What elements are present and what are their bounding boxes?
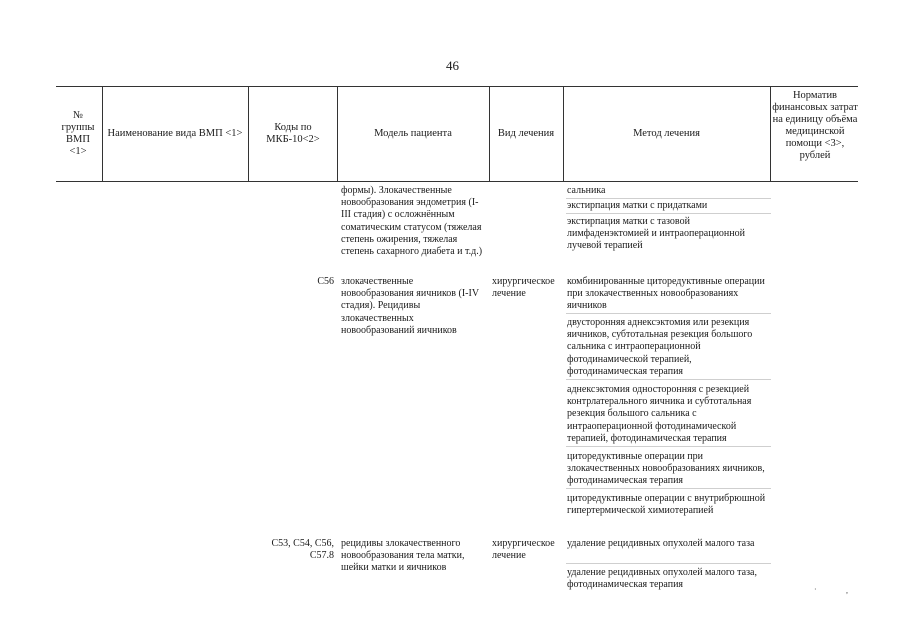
treatment-type: хирургическое лечение <box>492 276 555 300</box>
patient-model-text: формы). Злокачественные новообразования эндометрия (I-III стадия) с осложнённым соматическим статусом (тяжелая степень ожирения, тяжелая степень сахарного диабета и т.д.) <box>341 185 483 258</box>
column-divider <box>489 86 490 182</box>
method-separator <box>566 313 771 314</box>
method-separator <box>566 198 771 199</box>
header-patient-model: Модель пациента <box>374 128 452 139</box>
header-icd-codes: Коды по МКБ-10<2> <box>266 122 320 145</box>
method-item: циторедуктивные операции с внутрибрюшной гипертермической химиотерапией <box>567 493 766 517</box>
method-separator <box>566 213 771 214</box>
method-item: удаление рецидивных опухолей малого таза, фотодинамическая терапия <box>567 567 757 591</box>
method-item: экстирпация матки с придатками <box>567 200 708 211</box>
column-divider <box>770 86 771 182</box>
header-treatment-method: Метод лечения <box>633 128 700 139</box>
icd-code: C53, C54, C56, C57.8 <box>271 538 334 562</box>
column-divider <box>248 86 249 182</box>
page-number: 46 <box>446 58 459 73</box>
scan-speck: , <box>846 586 848 595</box>
method-item: сальника <box>567 185 606 196</box>
header-treatment-type: Вид лечения <box>497 128 555 139</box>
method-item: комбинированные циторедуктивные операции при злокачественных новообразованиях яичников <box>567 276 765 312</box>
patient-model-text: злокачественные новообразования яичников (I-IV стадия). Рецидивы злокачественных новообразований яичников <box>341 276 479 336</box>
method-item: аднексэктомия односторонняя с резекцией контрлатерального яичника и субтотальная резекция большого сальника с интраоперационной фотодинамической терапией, фотодинамическая терапия <box>567 384 752 444</box>
table-top-border <box>56 86 858 87</box>
scan-speck: · <box>814 585 817 594</box>
method-item: циторедуктивные операции при злокачественных новообразованиях яичников, фотодинамическая терапия <box>567 451 765 487</box>
header-group-number: № группы ВМП <1> <box>61 110 95 157</box>
header-bottom-border <box>56 181 858 182</box>
method-separator <box>566 446 771 447</box>
column-divider <box>563 86 564 182</box>
method-separator <box>566 563 771 564</box>
method-item: удаление рецидивных опухолей малого таза <box>567 538 755 549</box>
icd-code: C56 <box>317 276 334 287</box>
treatment-type: хирургическое лечение <box>492 538 555 562</box>
header-vmp-name: Наименование вида ВМП <1> <box>107 128 243 139</box>
column-divider <box>337 86 338 182</box>
header-financial-norm: Норматив финансовых затрат на единицу объёма медицинской помощи <3>, рублей <box>772 90 858 161</box>
method-separator <box>566 488 771 489</box>
method-item: экстирпация матки с тазовой лимфаденэктомией и интраоперационной лучевой терапией <box>567 216 745 252</box>
method-item: двусторонняя аднексэктомия или резекция яичников, субтотальная резекция большого сальника с интраоперационной фотодинамической терапией, фотодинамическая терапия <box>567 317 753 377</box>
patient-model-text: рецидивы злокачественного новообразования тела матки, шейки матки и яичников <box>341 538 465 574</box>
method-separator <box>566 379 771 380</box>
column-divider <box>102 86 103 182</box>
